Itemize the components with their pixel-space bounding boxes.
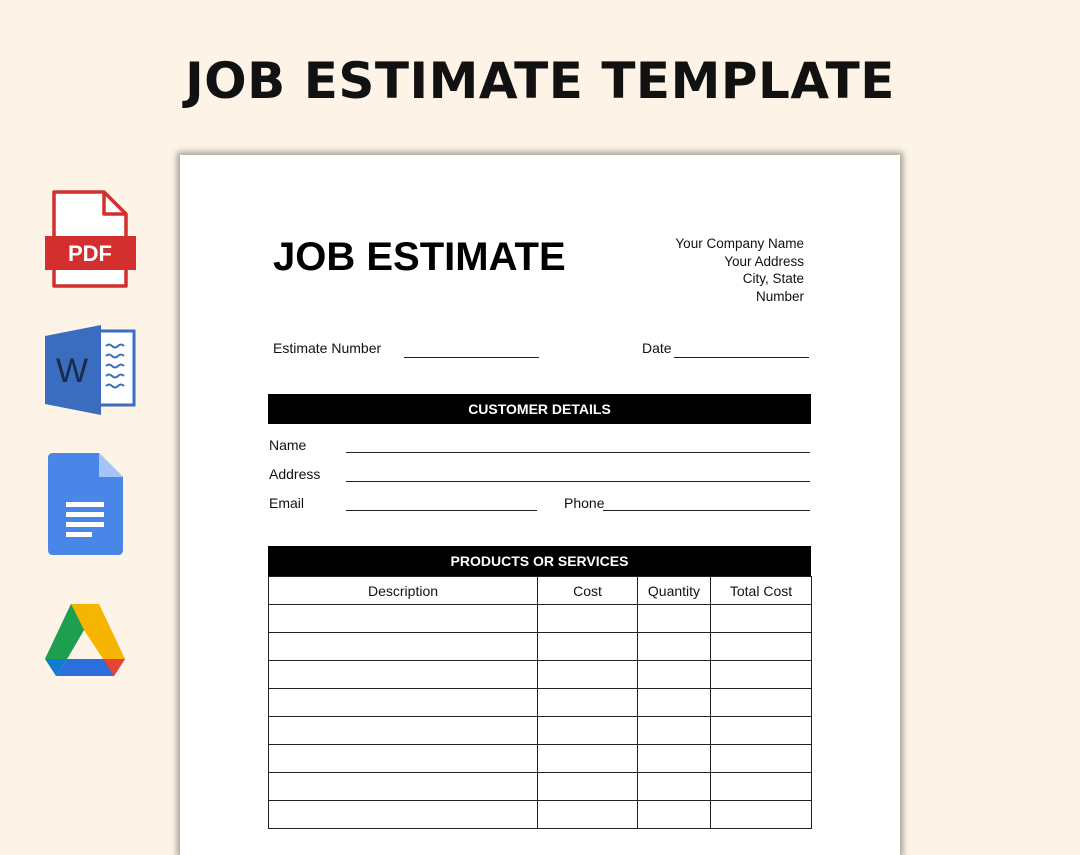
phone-field[interactable] xyxy=(603,510,810,511)
table-header-row xyxy=(269,577,812,605)
description-cell[interactable] xyxy=(269,689,538,717)
name-field[interactable] xyxy=(346,452,810,453)
quantity-cell[interactable] xyxy=(638,773,711,801)
company-address: Your Address xyxy=(724,253,804,269)
cost-cell[interactable] xyxy=(538,773,638,801)
date-label: Date xyxy=(642,340,672,356)
description-cell[interactable] xyxy=(269,633,538,661)
description-cell[interactable] xyxy=(269,801,538,829)
table-row xyxy=(269,773,812,801)
total-cost-cell[interactable] xyxy=(711,689,812,717)
banner-title: JOB ESTIMATE TEMPLATE xyxy=(185,52,895,110)
cost-cell[interactable] xyxy=(538,745,638,773)
document-title: JOB ESTIMATE xyxy=(273,235,566,279)
google-docs-icon xyxy=(47,452,125,556)
customer-details-header: CUSTOMER DETAILS xyxy=(268,394,811,424)
estimate-sheet xyxy=(180,155,900,855)
company-number: Number xyxy=(755,288,804,304)
address-field[interactable] xyxy=(346,481,810,482)
quantity-cell[interactable] xyxy=(638,605,711,633)
products-table xyxy=(268,576,812,829)
table-row xyxy=(269,717,812,745)
date-field[interactable] xyxy=(674,357,809,358)
name-label: Name xyxy=(269,437,307,453)
total-cost-cell[interactable] xyxy=(711,745,812,773)
email-label: Email xyxy=(269,495,305,511)
total-cost-cell[interactable] xyxy=(711,801,812,829)
email-field[interactable] xyxy=(346,510,537,511)
quantity-cell[interactable] xyxy=(638,717,711,745)
total-cost-cell[interactable] xyxy=(711,773,812,801)
total-cost-cell[interactable] xyxy=(711,661,812,689)
column-header-cost: Cost xyxy=(538,577,638,605)
products-services-header: PRODUCTS OR SERVICES xyxy=(268,546,811,576)
table-row xyxy=(269,633,812,661)
company-city-state: City, State xyxy=(742,271,804,286)
description-cell[interactable] xyxy=(269,773,538,801)
cost-cell[interactable] xyxy=(538,717,638,745)
pdf-icon-label: PDF xyxy=(68,241,112,266)
word-icon-label: W xyxy=(55,352,89,390)
quantity-cell[interactable] xyxy=(638,689,711,717)
description-cell[interactable] xyxy=(269,605,538,633)
company-info xyxy=(675,235,804,305)
table-row xyxy=(269,689,812,717)
column-header-quantity: Quantity xyxy=(638,577,711,605)
description-cell[interactable] xyxy=(269,717,538,745)
quantity-cell[interactable] xyxy=(638,661,711,689)
cost-cell[interactable] xyxy=(538,605,638,633)
column-header-total-cost: Total Cost xyxy=(711,577,812,605)
column-header-description: Description xyxy=(269,577,538,605)
google-drive-icon xyxy=(44,603,126,677)
cost-cell[interactable] xyxy=(538,633,638,661)
address-label: Address xyxy=(269,466,321,482)
description-cell[interactable] xyxy=(269,661,538,689)
estimate-number-label: Estimate Number xyxy=(273,340,382,356)
cost-cell[interactable] xyxy=(538,689,638,717)
cost-cell[interactable] xyxy=(538,661,638,689)
company-name: Your Company Name xyxy=(675,236,804,251)
cost-cell[interactable] xyxy=(538,801,638,829)
phone-label: Phone xyxy=(564,495,605,511)
table-row xyxy=(269,605,812,633)
quantity-cell[interactable] xyxy=(638,745,711,773)
table-row xyxy=(269,745,812,773)
estimate-number-field[interactable] xyxy=(404,357,539,358)
total-cost-cell[interactable] xyxy=(711,633,812,661)
quantity-cell[interactable] xyxy=(638,801,711,829)
word-icon xyxy=(44,324,138,416)
pdf-icon xyxy=(44,190,138,290)
table-row xyxy=(269,661,812,689)
description-cell[interactable] xyxy=(269,745,538,773)
total-cost-cell[interactable] xyxy=(711,605,812,633)
table-row xyxy=(269,801,812,829)
quantity-cell[interactable] xyxy=(638,633,711,661)
total-cost-cell[interactable] xyxy=(711,717,812,745)
